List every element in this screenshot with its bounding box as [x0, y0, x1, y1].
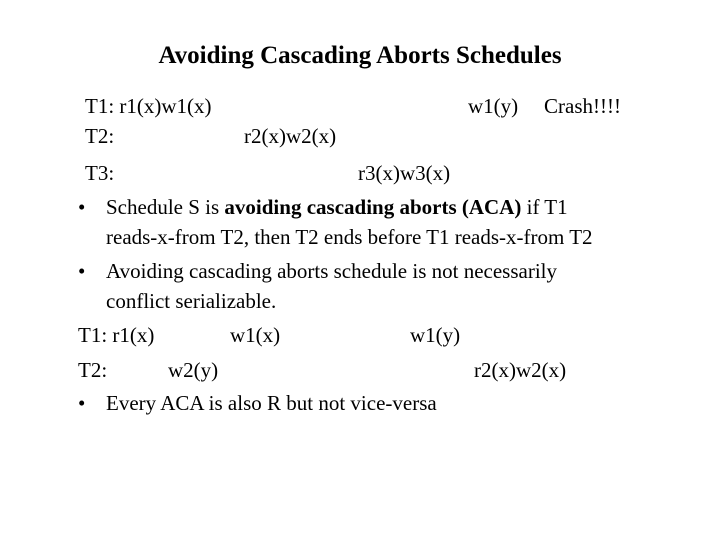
s2-t2-label: T2: — [78, 358, 108, 382]
s2-t1-label: T1: r1(x) — [78, 323, 155, 347]
bullet-symbol: • — [78, 259, 86, 283]
bullet-3-line-1: Every ACA is also R but not vice-versa — [106, 391, 437, 415]
s1-t3-ops: r3(x)w3(x) — [358, 161, 451, 185]
bullet-1-suffix: if T1 — [521, 195, 568, 219]
bullet-1-line-1 — [106, 194, 568, 220]
s1-t1-crash: Crash!!!! — [544, 94, 621, 118]
bullet-symbol: • — [78, 195, 86, 219]
bullet-2-line-1: Avoiding cascading aborts schedule is not necessarily — [106, 259, 557, 283]
s1-t3-label: T3: — [85, 161, 115, 185]
s1-t1-label: T1: r1(x)w1(x) — [85, 94, 212, 118]
bullet-2-line-2: conflict serializable. — [106, 289, 277, 313]
s1-t2-ops: r2(x)w2(x) — [244, 124, 337, 148]
bullet-1-line-2: reads-x-from T2, then T2 ends before T1 reads-x-from T2 — [106, 225, 593, 249]
s2-t2-w2y: w2(y) — [168, 358, 219, 382]
s1-t2-label: T2: — [85, 124, 115, 148]
s1-t1-ops: w1(y) — [468, 94, 519, 118]
bullet-symbol: • — [78, 391, 86, 415]
bullet-1-prefix: Schedule S is — [106, 195, 225, 219]
slide-title: Avoiding Cascading Aborts Schedules — [158, 42, 562, 69]
s2-t1-w1x: w1(x) — [230, 323, 281, 347]
bullet-1-bold-term: avoiding cascading aborts (ACA) — [224, 195, 522, 219]
s2-t1-w1y: w1(y) — [410, 323, 461, 347]
s2-t2-ops: r2(x)w2(x) — [474, 358, 567, 382]
